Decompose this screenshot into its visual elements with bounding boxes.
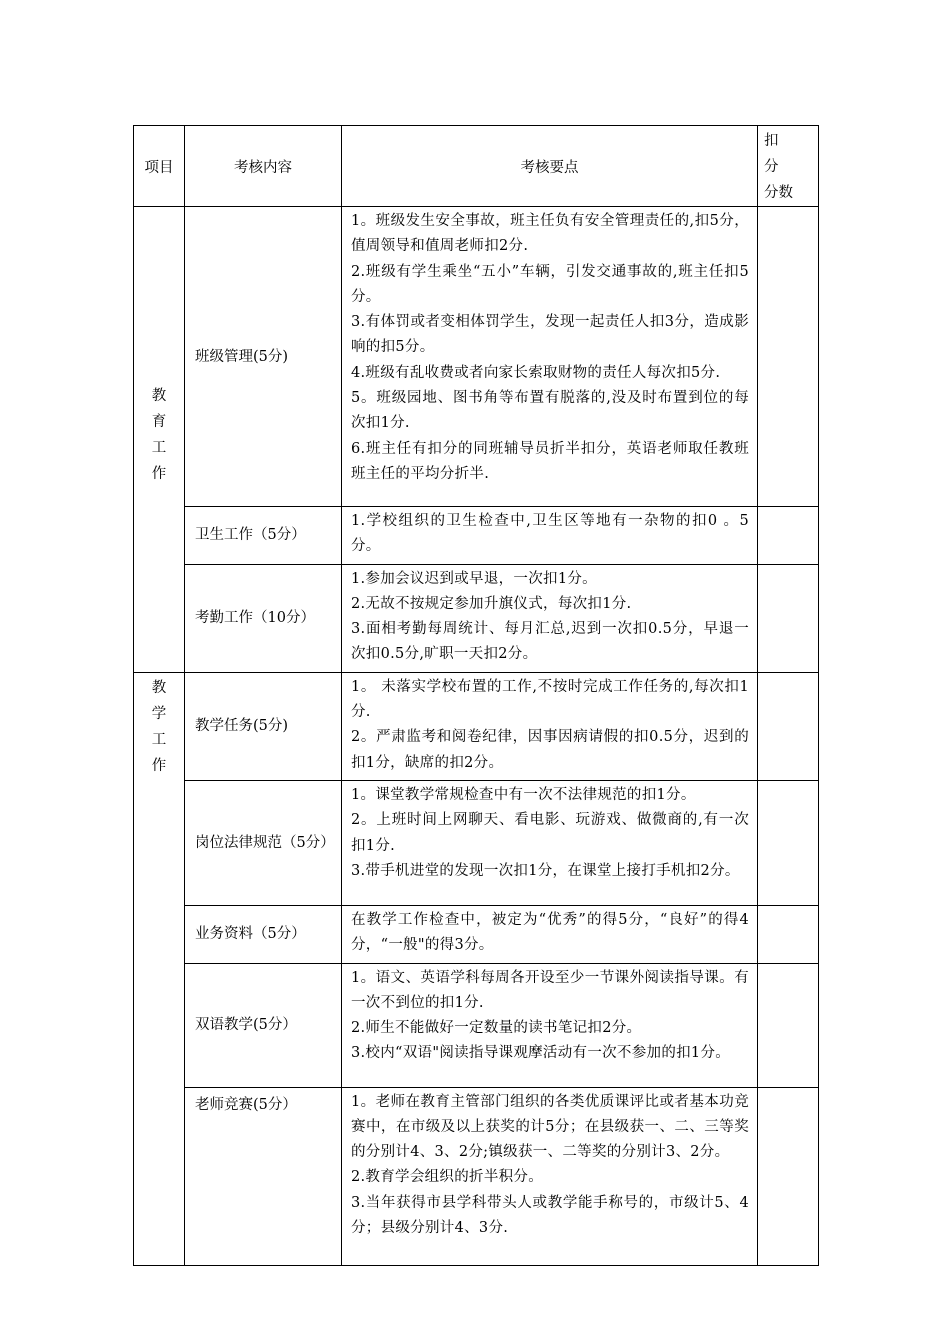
point-line: 1。班级发生安全事故，班主任负有安全管理责任的,扣5分，值周领导和值周老师扣2分.	[351, 213, 749, 255]
deduct-cell	[758, 905, 819, 963]
deduct-cell	[758, 1087, 819, 1265]
point-line: 2.无故不按规定参加升旗仪式，每次扣1分.	[351, 595, 632, 612]
content-cell: 双语教学(5分）	[185, 963, 342, 1087]
deduct-cell	[758, 672, 819, 780]
content-cell: 考勤工作（10分）	[185, 564, 342, 672]
category-cell	[134, 207, 185, 673]
points-cell	[342, 780, 758, 905]
point-line: 1。课堂教学常规检查中有一次不法律规范的扣1分。	[351, 786, 696, 803]
point-line: 2。严肃监考和阅卷纪律，因事因病请假的扣0.5分，迟到的扣1分，缺席的扣2分。	[351, 729, 749, 771]
point-line: 2。上班时间上网聊天、看电影、玩游戏、做微商的,有一次扣1分.	[351, 812, 749, 854]
header-deduct-line2: 分数	[764, 185, 793, 201]
point-line: 1。老师在教育主管部门组织的各类优质课评比或者基本功竞赛中，在市级及以上获奖的计5分；在县级获一、二、三等奖的分别计4、3、2分;镇级获一、二等奖的分别计3、2分。	[351, 1093, 749, 1161]
point-line: 1。 未落实学校布置的工作,不按时完成工作任务的,每次扣1分.	[351, 678, 749, 721]
point-line: 1.参加会议迟到或早退，一次扣1分。	[351, 570, 597, 587]
deduct-cell	[758, 564, 819, 672]
table-row	[134, 672, 819, 780]
header-item: 项目	[134, 126, 185, 207]
point-line: 3.校内“双语"阅读指导课观摩活动有一次不参加的扣1分。	[351, 1045, 731, 1062]
header-points: 考核要点	[342, 126, 758, 207]
content-cell: 卫生工作（5分）	[185, 507, 342, 565]
points-cell	[342, 507, 758, 565]
content-cell: 岗位法律规范（5分）	[185, 780, 342, 905]
points-cell	[342, 672, 758, 780]
assessment-table	[133, 125, 819, 1266]
table-row	[134, 780, 819, 905]
point-line: 1。语文、英语学科每周各开设至少一节课外阅读指导课。有一次不到位的扣1分.	[351, 969, 749, 1011]
table-row	[134, 1087, 819, 1265]
point-line: 2.师生不能做好一定数量的读书笔记扣2分。	[351, 1020, 642, 1037]
points-cell	[342, 564, 758, 672]
point-line: 1.学校组织的卫生检查中,卫生区等地有一杂物的扣0 。5分。	[351, 513, 749, 555]
table-row	[134, 905, 819, 963]
point-line: 3.面相考勤每周统计、每月汇总,迟到一次扣0.5分，早退一次扣0.5分,旷职一天扣2分。	[351, 621, 749, 663]
deduct-cell	[758, 507, 819, 565]
table-row	[134, 564, 819, 672]
content-cell: 老师竞赛(5分）	[185, 1087, 342, 1265]
points-cell	[342, 207, 758, 507]
category-name: 教育工作	[151, 388, 167, 482]
table-row	[134, 963, 819, 1087]
point-line: 6.班主任有扣分的同班辅导员折半扣分，英语老师取任教班班主任的平均分折半.	[351, 440, 749, 482]
deduct-cell	[758, 207, 819, 507]
point-line: 3.带手机进堂的发现一次扣1分，在课堂上接打手机扣2分。	[351, 862, 740, 879]
category-name: 教学工作	[151, 679, 167, 774]
point-line: 3.有体罚或者变相体罚学生，发现一起责任人扣3分，造成影响的扣5分。	[351, 314, 749, 356]
deduct-cell	[758, 780, 819, 905]
header-row	[134, 126, 819, 207]
point-line: 3.当年获得市县学科带头人或教学能手称号的，市级计5、4分；县级分别计4、3分.	[351, 1194, 749, 1237]
content-cell: 教学任务(5分)	[185, 672, 342, 780]
point-line: 5。班级园地、图书角等布置有脱落的,没及时布置到位的每次扣1分.	[351, 390, 749, 432]
points-cell	[342, 963, 758, 1087]
point-line: 在教学工作检查中，被定为“优秀”的得5分，“良好”的得4分，“一般"的得3分。	[351, 911, 749, 954]
table-row	[134, 207, 819, 507]
deduct-cell	[758, 963, 819, 1087]
header-content: 考核内容	[185, 126, 342, 207]
points-cell	[342, 905, 758, 963]
point-line: 4.班级有乱收费或者向家长索取财物的责任人每次扣5分.	[351, 364, 721, 381]
header-deduct-line1: 扣 分	[764, 133, 795, 175]
point-line: 2.班级有学生乘坐“五小”车辆，引发交通事故的,班主任扣5分。	[351, 263, 749, 305]
points-cell	[342, 1087, 758, 1265]
table-row	[134, 507, 819, 565]
content-cell: 业务资料（5分）	[185, 905, 342, 963]
header-deduct	[758, 126, 819, 207]
category-cell	[134, 672, 185, 1265]
point-line: 2.教育学会组织的折半积分。	[351, 1169, 544, 1186]
content-cell: 班级管理(5分)	[185, 207, 342, 507]
